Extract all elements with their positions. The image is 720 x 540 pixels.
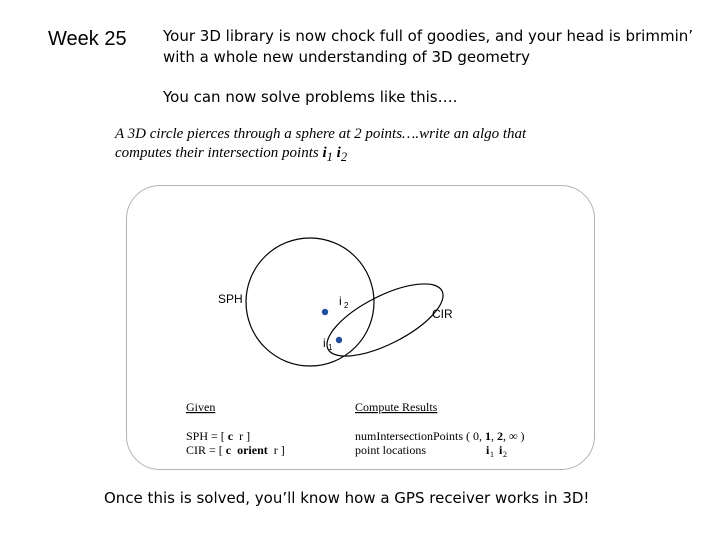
results-count-sep2: , — [502, 429, 509, 443]
problem-i1: i — [322, 145, 327, 161]
given-cir-c: c — [225, 443, 232, 457]
lead-text: You can now solve problems like this…. — [163, 88, 458, 106]
results-count-suffix: ) — [517, 429, 525, 443]
results-count-prefix: numIntersectionPoints ( 0, — [355, 429, 485, 443]
problem-i1-sub: 1 — [326, 150, 333, 164]
results-loc-i2-sub: 2 — [503, 450, 507, 459]
intro-line-2: with a whole new understanding of 3D geometry — [163, 48, 531, 66]
problem-line-1: A 3D circle pierces through a sphere at 2 points….write an algo that — [115, 126, 527, 142]
given-sph-r: r — [239, 429, 244, 443]
closing-text: Once this is solved, you’ll know how a GPS receiver works in 3D! — [104, 489, 590, 507]
given-cir-r: r — [273, 443, 278, 457]
intersection-point-i2 — [322, 309, 328, 315]
results-count — [355, 429, 525, 443]
results-loc-i1: i — [486, 443, 490, 457]
i1-label-sub: 1 — [328, 343, 333, 352]
problem-i2-sub: 2 — [340, 150, 348, 164]
sphere-outline — [246, 238, 374, 366]
results-count-sep1: , — [490, 429, 497, 443]
i2-label: i — [339, 294, 342, 308]
given-sph-suffix: ] — [243, 429, 251, 443]
results-loc-i1-sub: 1 — [490, 450, 494, 459]
given-sph-c: c — [227, 429, 234, 443]
given-cir-prefix: CIR = [ — [186, 443, 226, 457]
given-cir-orient: orient — [237, 443, 268, 457]
circle-label: CIR — [432, 307, 453, 321]
problem-i2: i — [336, 145, 341, 161]
week-label: Week 25 — [48, 28, 127, 50]
intro-line-1: Your 3D library is now chock full of goodies, and your head is brimmin’ — [163, 27, 694, 45]
results-heading: Compute Results — [355, 400, 438, 414]
results-locations: point locations — [355, 443, 426, 457]
given-sph — [186, 429, 250, 443]
problem-line-2-text: computes their intersection points — [115, 145, 323, 161]
results-count-inf: ∞ — [508, 429, 518, 443]
given-sph-prefix: SPH = [ — [186, 429, 228, 443]
results-count-1: 1 — [484, 429, 491, 443]
i2-label-sub: 2 — [344, 301, 349, 310]
given-cir — [186, 443, 285, 457]
results-count-2: 2 — [496, 429, 503, 443]
given-heading: Given — [186, 400, 216, 414]
i1-label: i — [323, 336, 326, 350]
given-cir-suffix: ] — [277, 443, 285, 457]
results-loc-i2: i — [499, 443, 503, 457]
intersection-point-i1 — [336, 337, 342, 343]
sphere-label: SPH — [218, 292, 243, 306]
